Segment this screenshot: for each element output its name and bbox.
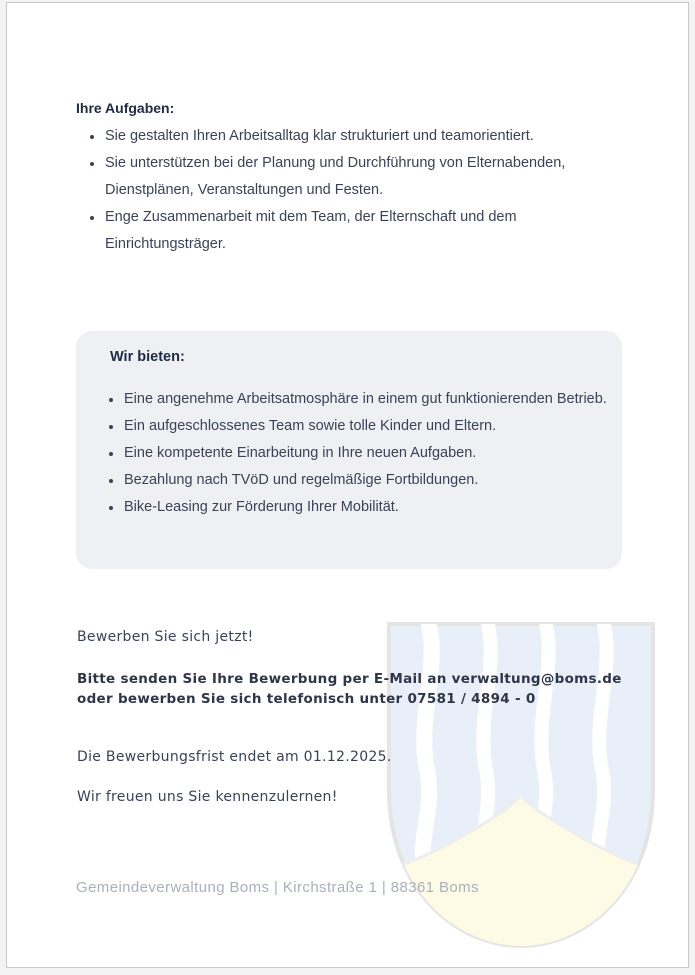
task-item: Sie unterstützen bei der Planung und Durchführung von Elternabenden, Dienstplänen, Veranstaltungen und Festen.: [105, 150, 625, 204]
task-item: Sie gestalten Ihren Arbeitsalltag klar strukturiert und teamorientiert.: [105, 123, 625, 150]
offer-box: [76, 331, 622, 569]
footer-address: Gemeindeverwaltung Boms | Kirchstraße 1 | 88361 Boms: [76, 879, 479, 896]
offer-item: Ein aufgeschlossenes Team sowie tolle Kinder und Eltern.: [124, 413, 614, 440]
offer-list: [124, 386, 614, 521]
bullet-icon: [109, 452, 113, 456]
bullet-icon: [90, 162, 94, 166]
bullet-icon: [109, 479, 113, 483]
application-deadline: Die Bewerbungsfrist endet am 01.12.2025.: [77, 749, 392, 765]
tasks-list: [105, 123, 625, 258]
offer-item: Eine kompetente Einarbeitung in Ihre neuen Aufgaben.: [124, 440, 614, 467]
bullet-icon: [90, 135, 94, 139]
task-item: Enge Zusammenarbeit mit dem Team, der Elternschaft und dem Einrichtungsträger.: [105, 204, 625, 258]
application-instructions: Bitte senden Sie Ihre Bewerbung per E-Mail an verwaltung@boms.de oder bewerben Sie sich telefonisch unter 07581 / 4894 - 0: [77, 671, 622, 707]
bullet-icon: [109, 425, 113, 429]
closing-line: Wir freuen uns Sie kennenzulernen!: [77, 789, 338, 805]
offer-item: Bezahlung nach TVöD und regelmäßige Fortbildungen.: [124, 467, 614, 494]
bullet-icon: [90, 216, 94, 220]
job-posting-content: [7, 3, 689, 968]
offer-item: Eine angenehme Arbeitsatmosphäre in einem gut funktionierenden Betrieb.: [124, 386, 614, 413]
call-to-action: Bewerben Sie sich jetzt!: [77, 629, 254, 645]
document-page: [6, 2, 689, 968]
offer-item: Bike-Leasing zur Förderung Ihrer Mobilität.: [124, 494, 614, 521]
offer-heading: Wir bieten:: [110, 349, 185, 365]
bullet-icon: [109, 398, 113, 402]
tasks-heading: Ihre Aufgaben:: [76, 100, 175, 116]
bullet-icon: [109, 506, 113, 510]
